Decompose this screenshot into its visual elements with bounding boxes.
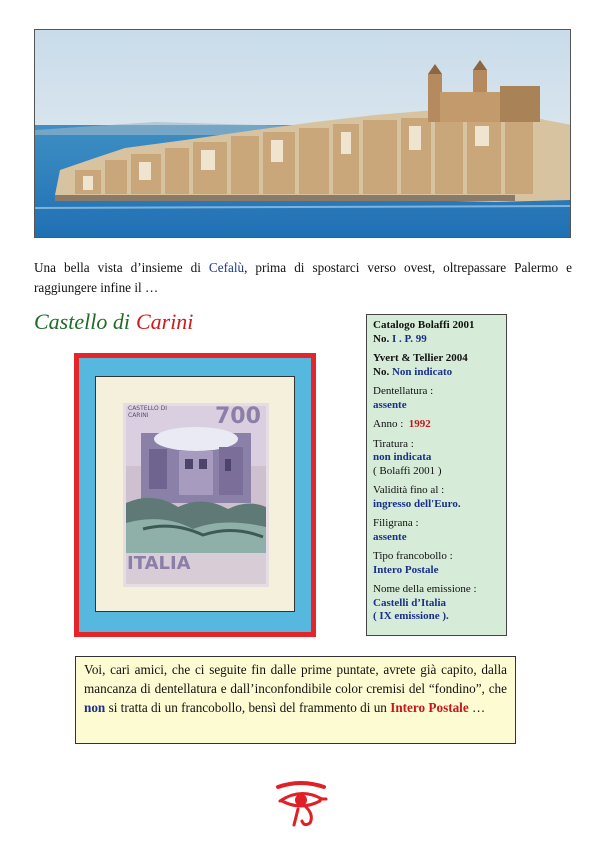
title-part-1: Castello di [34,309,130,334]
stamp-frame [74,353,316,637]
emissione-value-2: ( IX emissione ). [373,610,449,622]
anno-value: 1992 [408,418,431,430]
eye-of-horus-icon [274,781,328,832]
note-text-1: Voi, cari amici, che ci seguite fin dalle prime puntate, avrete già capito, dalla mancanza di dentellatura e dall’inconfondibile color cremisi del “fondino”, che [84,662,507,696]
bolaffi-number: I . P. 99 [391,332,427,345]
stamp-image [123,403,269,592]
bolaffi-no-label: No. [373,332,390,345]
section-title [34,309,193,335]
intro-place-name: Cefalù [208,260,245,275]
anno-row [373,418,500,432]
title-part-2: Carini [135,309,194,334]
tipo-value: Intero Postale [373,563,439,576]
bolaffi-label: Catalogo Bolaffi 2001 [373,319,475,331]
tiratura-row [373,438,500,479]
stamp-mount [95,376,295,612]
intro-text-before: Una bella vista d’insieme di [34,260,209,275]
tipo-label: Tipo francobollo : [373,550,453,562]
tiratura-label: Tiratura : [373,437,414,450]
stamp-country: ITALIA [127,553,191,574]
intro-text-after: , prima di spostarci verso ovest, oltrepassare Palermo e raggiungere infine il … [34,260,572,295]
emissione-value-1: Castelli d’Italia [373,596,447,609]
note-text-2: si tratta di un francobollo, bensì del frammento di un [105,700,391,715]
note-text-3: … [468,700,486,715]
cefalu-photo [34,29,571,238]
yvert-label: Yvert & Tellier 2004 [373,352,468,364]
validita-value: ingresso dell'Euro. [373,497,461,510]
bolaffi-row [373,319,500,346]
emissione-row [373,583,500,624]
filigrana-row [373,517,500,544]
validita-label: Validità fino al : [373,484,445,496]
stamp-info-panel [366,314,507,636]
dentellatura-label: Dentellatura : [373,385,434,397]
dentellatura-row [373,385,500,412]
yvert-no-label: No. [373,365,390,378]
note-intero-postale: Intero Postale [390,700,469,715]
validita-row [373,484,500,511]
intro-paragraph [34,258,572,298]
tiratura-note: ( Bolaffi 2001 ) [373,464,442,477]
dentellatura-value: assente [373,398,407,411]
note-box [75,656,516,744]
stamp-caption: CASTELLO DI CARINI [128,405,168,419]
yvert-row [373,352,500,379]
tiratura-value: non indicata [373,451,432,463]
stamp-value: 700 [215,404,261,429]
emissione-label: Nome della emissione : [373,583,477,595]
filigrana-value: assente [373,530,407,543]
anno-label: Anno : [373,418,404,430]
filigrana-label: Filigrana : [373,517,419,529]
tipo-row [373,550,500,577]
yvert-number: Non indicato [391,365,453,378]
note-non: non [84,700,106,715]
